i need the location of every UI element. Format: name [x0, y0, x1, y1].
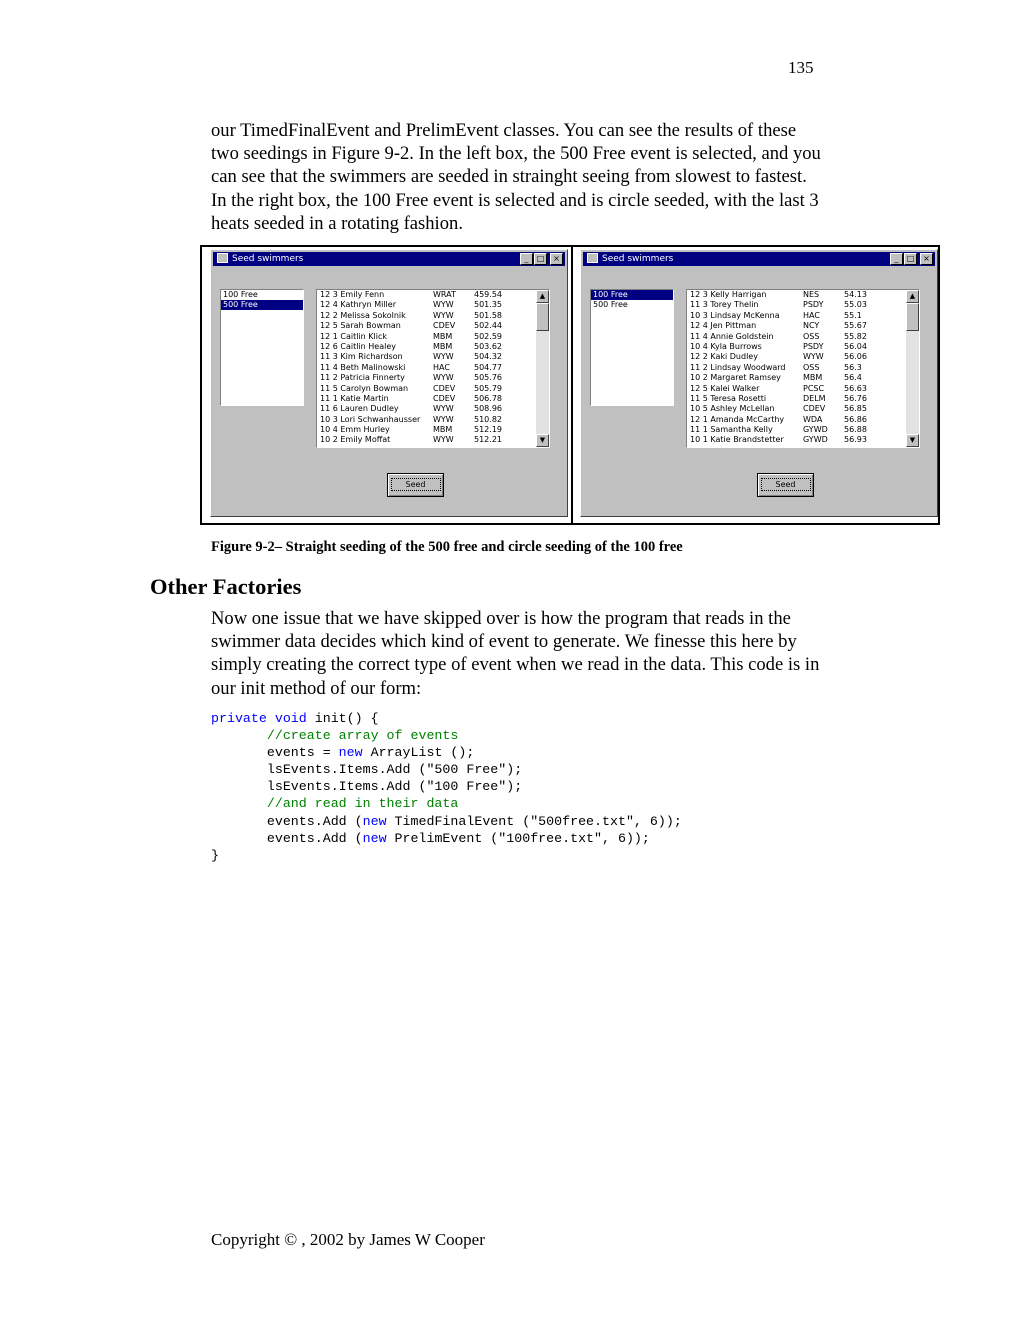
- swimmer-name: 11 1 Samantha Kelly: [690, 425, 773, 435]
- swimmer-club: MBM: [803, 373, 823, 383]
- swimmer-time: 56.86: [844, 414, 867, 424]
- swimmer-club: MBM: [433, 425, 453, 435]
- swimmer-name: 12 4 Kathryn Miller: [320, 300, 396, 310]
- swimmer-name: 12 1 Amanda McCarthy: [690, 414, 785, 424]
- swimmer-row[interactable]: [317, 300, 549, 310]
- swimmer-name: 10 2 Emily Moffat: [320, 435, 391, 445]
- code-line: [211, 744, 682, 761]
- code-text: lsEvents.Items.Add ("500 Free");: [211, 762, 523, 778]
- swimmer-row[interactable]: [687, 342, 919, 352]
- code-text: PrelimEvent ("100free.txt", 6));: [386, 830, 650, 846]
- swimmer-club: PSDY: [803, 300, 824, 310]
- code-line: [211, 727, 682, 744]
- swimmer-club: GYWD: [803, 425, 828, 435]
- swimmer-club: HAC: [803, 310, 820, 320]
- swimmer-club: WYW: [433, 352, 454, 362]
- swimmer-time: 55.1: [844, 310, 862, 320]
- swimmer-name: 11 2 Lindsay Woodward: [690, 362, 786, 372]
- swimmer-name: 11 5 Carolyn Bowman: [320, 383, 409, 393]
- seed-swimmers-window-left: [210, 249, 568, 517]
- swimmer-club: WYW: [433, 435, 454, 445]
- swimmer-time: 508.96: [474, 404, 502, 414]
- scroll-thumb[interactable]: [906, 303, 919, 331]
- swimmer-time: 510.82: [474, 414, 502, 424]
- code-line: [211, 830, 682, 847]
- swimmer-name: 10 3 Lori Schwanhausser: [320, 414, 421, 424]
- swimmer-club: CDEV: [433, 393, 456, 403]
- swimmer-row[interactable]: [317, 352, 549, 362]
- swimmer-name: 12 2 Melissa Sokolnik: [320, 310, 406, 320]
- swimmer-club: OSS: [803, 331, 820, 341]
- swimmer-row[interactable]: [317, 435, 549, 445]
- code-text: lsEvents.Items.Add ("100 Free");: [211, 779, 523, 795]
- swimmer-time: 504.32: [474, 352, 502, 362]
- swimmer-club: WYW: [803, 352, 824, 362]
- swimmer-row[interactable]: [317, 415, 549, 425]
- events-listbox[interactable]: [220, 289, 304, 406]
- swimmer-time: 56.85: [844, 404, 867, 414]
- code-text: [211, 728, 267, 743]
- swimmer-name: 11 3 Kim Richardson: [320, 352, 403, 362]
- swimmer-club: GYWD: [803, 435, 828, 445]
- swimmer-name: 12 2 Kaki Dudley: [690, 352, 758, 362]
- swimmer-time: 55.67: [844, 321, 867, 331]
- swimmer-time: 505.79: [474, 383, 502, 393]
- event-list-item[interactable]: 100 Free: [591, 290, 673, 300]
- swimmer-time: 512.19: [474, 425, 502, 435]
- swimmer-time: 502.44: [474, 321, 502, 331]
- swimmer-row[interactable]: [687, 435, 919, 445]
- maximize-icon[interactable]: □: [904, 253, 917, 265]
- minimize-icon[interactable]: _: [890, 253, 903, 265]
- swimmer-row[interactable]: [687, 352, 919, 362]
- swimmer-time: 54.13: [844, 290, 867, 299]
- swimmer-time: 56.63: [844, 383, 867, 393]
- window-title: Seed swimmers: [232, 254, 304, 264]
- figure-9-2: [200, 245, 940, 525]
- swimmer-club: CDEV: [803, 404, 826, 414]
- swimmer-name: 10 2 Margaret Ramsey: [690, 373, 781, 383]
- swimmer-row[interactable]: [687, 425, 919, 435]
- code-line: [211, 761, 682, 778]
- swimmer-row[interactable]: [317, 332, 549, 342]
- scroll-down-icon[interactable]: ▼: [906, 434, 919, 447]
- scroll-up-icon[interactable]: ▲: [906, 290, 919, 303]
- swimmer-time: 56.4: [844, 373, 862, 383]
- swimmer-club: WYW: [433, 414, 454, 424]
- app-icon: [217, 253, 228, 263]
- swimmer-row[interactable]: [687, 415, 919, 425]
- code-line: [211, 813, 682, 830]
- body-paragraph-2: Now one issue that we have skipped over is how the program that reads in the swimmer data decides which kind of event to generate. We finesse this here by simply creating the correct type of event when we read in the data. This code is in our init method of our form:: [211, 608, 820, 699]
- swimmer-name: 10 5 Ashley McLellan: [690, 404, 775, 414]
- swimmer-club: NCY: [803, 321, 820, 331]
- swimmer-club: MBM: [433, 331, 453, 341]
- swimmer-time: 56.06: [844, 352, 867, 362]
- swimmer-row[interactable]: [687, 384, 919, 394]
- scroll-thumb[interactable]: [536, 303, 549, 331]
- code-listing: [211, 710, 682, 864]
- code-comment: //and read in their data: [266, 796, 459, 812]
- swimmer-name: 12 1 Caitlin Klick: [320, 331, 387, 341]
- code-text: events.Add (: [211, 813, 363, 829]
- swimmer-name: 10 1 Katie Brandstetter: [690, 435, 784, 445]
- swimmer-name: 11 6 Lauren Dudley: [320, 404, 399, 414]
- swimmer-row[interactable]: [687, 363, 919, 373]
- swimmer-row[interactable]: [317, 363, 549, 373]
- scroll-up-icon[interactable]: ▲: [536, 290, 549, 303]
- swimmer-name: 12 6 Caitlin Healey: [320, 341, 396, 351]
- code-text: init() {: [306, 711, 379, 726]
- swimmer-club: PSDY: [803, 341, 824, 351]
- scrollbar[interactable]: [536, 290, 549, 447]
- swimmer-row[interactable]: [317, 342, 549, 352]
- seed-button-label: Seed: [761, 478, 811, 491]
- swimmer-row[interactable]: [317, 311, 549, 321]
- swimmers-listbox[interactable]: [686, 289, 920, 448]
- event-list-item[interactable]: 500 Free: [221, 300, 303, 310]
- swimmer-row[interactable]: [687, 290, 919, 300]
- figure-caption: Figure 9-2– Straight seeding of the 500 free and circle seeding of the 100 free: [211, 539, 683, 555]
- swimmer-time: 512.21: [474, 435, 502, 445]
- swimmer-club: CDEV: [433, 383, 456, 393]
- swimmer-time: 501.35: [474, 300, 502, 310]
- swimmer-club: WYW: [433, 404, 454, 414]
- code-text: TimedFinalEvent ("500free.txt", 6));: [386, 813, 682, 829]
- swimmer-row[interactable]: [687, 300, 919, 310]
- swimmer-name: 11 3 Torey Thelin: [690, 300, 759, 310]
- swimmer-time: 501.58: [474, 310, 502, 320]
- swimmer-name: 12 4 Jen Pittman: [690, 321, 757, 331]
- close-icon[interactable]: ×: [920, 253, 933, 265]
- swimmer-name: 11 4 Annie Goldstein: [690, 331, 774, 341]
- section-heading: Other Factories: [150, 574, 302, 599]
- swimmer-row[interactable]: [687, 311, 919, 321]
- swimmer-club: NES: [803, 290, 820, 299]
- swimmer-time: 503.62: [474, 341, 502, 351]
- code-text: [211, 796, 267, 811]
- swimmer-name: 12 5 Sarah Bowman: [320, 321, 401, 331]
- swimmer-row[interactable]: [317, 290, 549, 300]
- swimmer-time: 55.03: [844, 300, 867, 310]
- minimize-icon[interactable]: _: [520, 253, 533, 265]
- swimmer-row[interactable]: [687, 394, 919, 404]
- swimmer-name: 10 4 Emm Hurley: [320, 425, 390, 435]
- swimmer-time: 504.77: [474, 362, 502, 372]
- swimmer-name: 11 1 Katie Martin: [320, 393, 389, 403]
- code-keyword: new: [338, 745, 363, 761]
- window-title: Seed swimmers: [602, 254, 674, 264]
- swimmer-row[interactable]: [687, 332, 919, 342]
- code-keyword: private void: [211, 711, 307, 726]
- swimmer-name: 11 5 Teresa Rosetti: [690, 393, 767, 403]
- event-list-item[interactable]: 100 Free: [223, 290, 258, 299]
- seed-swimmers-window-right: [580, 249, 938, 517]
- swimmer-club: CDEV: [433, 321, 456, 331]
- code-text: ArrayList ();: [362, 745, 475, 761]
- code-line: [211, 795, 682, 812]
- swimmer-name: 12 5 Kalei Walker: [690, 383, 760, 393]
- code-line: [211, 778, 682, 795]
- body-paragraph-1: our TimedFinalEvent and PrelimEvent classes. You can see the results of these two seedings in Figure 9-2. In the left box, the 500 Free event is selected, and you can see that the swimmers are seeded in strainght seeing from slowest to fastest. In the right box, the 100 Free event is selected and is circle seeded, with the last 3 heats seeded in a rotating fashion.: [211, 120, 821, 234]
- swimmer-club: WYW: [433, 300, 454, 310]
- swimmer-name: 11 2 Patricia Finnerty: [320, 373, 405, 383]
- code-line: [211, 847, 682, 864]
- swimmer-time: 56.3: [844, 362, 862, 372]
- swimmer-time: 56.88: [844, 425, 867, 435]
- swimmer-name: 10 4 Kyla Burrows: [690, 341, 762, 351]
- swimmer-time: 506.78: [474, 393, 502, 403]
- maximize-icon[interactable]: □: [534, 253, 547, 265]
- code-keyword: new: [362, 830, 387, 846]
- swimmer-time: 56.04: [844, 341, 867, 351]
- swimmer-club: DELM: [803, 393, 826, 403]
- copyright-footer: Copyright © , 2002 by James W Cooper: [211, 1230, 485, 1249]
- swimmer-club: WYW: [433, 373, 454, 383]
- seed-button[interactable]: [757, 473, 814, 497]
- seed-button[interactable]: [387, 473, 444, 497]
- swimmers-listbox[interactable]: [316, 289, 550, 448]
- swimmer-row[interactable]: [317, 394, 549, 404]
- swimmer-time: 56.93: [844, 435, 867, 445]
- swimmer-time: 502.59: [474, 331, 502, 341]
- swimmer-name: 12 3 Emily Fenn: [320, 290, 385, 299]
- swimmer-row[interactable]: [317, 384, 549, 394]
- swimmer-time: 55.82: [844, 331, 867, 341]
- swimmer-club: WYW: [433, 310, 454, 320]
- figure-divider: [571, 247, 573, 523]
- code-text: events.Add (: [211, 830, 363, 846]
- swimmer-club: MBM: [433, 341, 453, 351]
- code-keyword: new: [362, 813, 387, 829]
- close-icon[interactable]: ×: [550, 253, 563, 265]
- swimmer-club: HAC: [433, 362, 450, 372]
- swimmer-time: 505.76: [474, 373, 502, 383]
- title-bar: [213, 252, 565, 266]
- swimmer-row[interactable]: [687, 373, 919, 383]
- code-text: events =: [211, 745, 339, 761]
- page-number: 135: [788, 58, 814, 77]
- code-comment: //create array of events: [266, 728, 459, 744]
- code-line: [211, 710, 682, 727]
- title-bar: [583, 252, 935, 266]
- seed-button-label: Seed: [391, 478, 441, 491]
- scrollbar[interactable]: [906, 290, 919, 447]
- swimmer-row[interactable]: [317, 321, 549, 331]
- swimmer-club: WDA: [803, 414, 823, 424]
- app-icon: [587, 253, 598, 263]
- code-text: }: [211, 847, 219, 863]
- swimmer-name: 11 4 Beth Malinowski: [320, 362, 406, 372]
- scroll-down-icon[interactable]: ▼: [536, 434, 549, 447]
- swimmer-row[interactable]: [687, 404, 919, 414]
- swimmer-club: WRAT: [433, 290, 456, 299]
- swimmer-row[interactable]: [317, 404, 549, 414]
- swimmer-club: OSS: [803, 362, 820, 372]
- swimmer-row[interactable]: [317, 373, 549, 383]
- swimmer-row[interactable]: [317, 425, 549, 435]
- swimmer-name: 10 3 Lindsay McKenna: [690, 310, 780, 320]
- swimmer-time: 56.76: [844, 393, 867, 403]
- swimmer-row[interactable]: [687, 321, 919, 331]
- events-listbox[interactable]: [590, 289, 674, 406]
- swimmer-time: 459.54: [474, 290, 502, 299]
- event-list-item[interactable]: 500 Free: [593, 300, 628, 309]
- swimmer-club: PCSC: [803, 383, 825, 393]
- swimmer-name: 12 3 Kelly Harrigan: [690, 290, 767, 299]
